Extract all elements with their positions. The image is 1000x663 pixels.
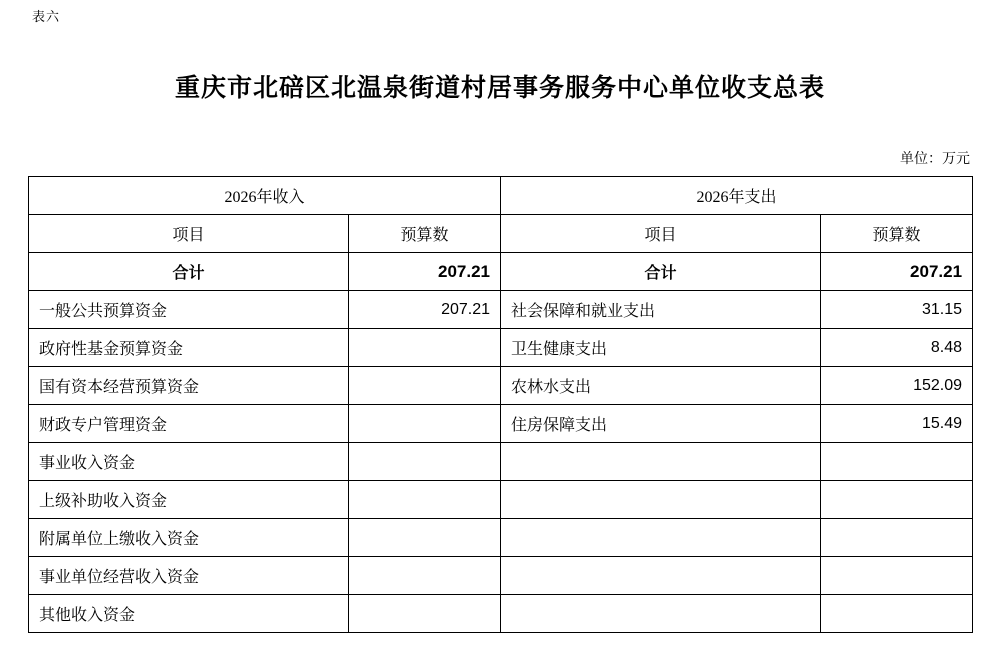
table-row bbox=[29, 291, 973, 329]
income-amount bbox=[349, 367, 501, 405]
expense-item: 住房保障支出 bbox=[501, 405, 821, 443]
expense-item: 社会保障和就业支出 bbox=[501, 291, 821, 329]
expense-amount bbox=[821, 557, 973, 595]
expense-amount bbox=[821, 481, 973, 519]
income-group-header: 2026年收入 bbox=[29, 177, 501, 215]
income-item: 事业收入资金 bbox=[29, 443, 349, 481]
column-header-expense-amount: 预算数 bbox=[821, 215, 973, 253]
total-income-label: 合计 bbox=[29, 253, 349, 291]
unit-note: 单位：万元 bbox=[900, 152, 970, 167]
expense-amount bbox=[821, 595, 973, 633]
expense-item bbox=[501, 557, 821, 595]
sheet-label: 表六 bbox=[32, 9, 61, 24]
income-item: 上级补助收入资金 bbox=[29, 481, 349, 519]
table-row bbox=[29, 367, 973, 405]
income-amount bbox=[349, 481, 501, 519]
column-header-income-item: 项目 bbox=[29, 215, 349, 253]
expense-group-header: 2026年支出 bbox=[501, 177, 973, 215]
income-item: 其他收入资金 bbox=[29, 595, 349, 633]
income-item: 国有资本经营预算资金 bbox=[29, 367, 349, 405]
income-item: 附属单位上缴收入资金 bbox=[29, 519, 349, 557]
expense-item bbox=[501, 595, 821, 633]
table-row bbox=[29, 329, 973, 367]
expense-item bbox=[501, 519, 821, 557]
income-amount bbox=[349, 443, 501, 481]
table-group-header-row bbox=[29, 177, 973, 215]
income-item: 政府性基金预算资金 bbox=[29, 329, 349, 367]
column-header-income-amount: 预算数 bbox=[349, 215, 501, 253]
table-total-row bbox=[29, 253, 973, 291]
income-amount bbox=[349, 329, 501, 367]
total-expense-label: 合计 bbox=[501, 253, 821, 291]
expense-amount: 15.49 bbox=[821, 405, 973, 443]
expense-item: 农林水支出 bbox=[501, 367, 821, 405]
expense-amount: 8.48 bbox=[821, 329, 973, 367]
expense-amount: 152.09 bbox=[821, 367, 973, 405]
expense-amount: 31.15 bbox=[821, 291, 973, 329]
expense-item: 卫生健康支出 bbox=[501, 329, 821, 367]
column-header-expense-item: 项目 bbox=[501, 215, 821, 253]
expense-item bbox=[501, 443, 821, 481]
income-amount bbox=[349, 405, 501, 443]
income-item: 一般公共预算资金 bbox=[29, 291, 349, 329]
page-title: 重庆市北碚区北温泉街道村居事务服务中心单位收支总表 bbox=[174, 75, 825, 102]
income-item: 事业单位经营收入资金 bbox=[29, 557, 349, 595]
income-amount bbox=[349, 519, 501, 557]
table-row bbox=[29, 481, 973, 519]
table-row bbox=[29, 557, 973, 595]
income-amount bbox=[349, 557, 501, 595]
table-column-header-row bbox=[29, 215, 973, 253]
budget-table bbox=[28, 176, 973, 633]
table-row bbox=[29, 443, 973, 481]
table-row bbox=[29, 519, 973, 557]
total-expense-amount: 207.21 bbox=[821, 253, 973, 291]
expense-amount bbox=[821, 443, 973, 481]
income-item: 财政专户管理资金 bbox=[29, 405, 349, 443]
total-income-amount: 207.21 bbox=[349, 253, 501, 291]
table-row bbox=[29, 595, 973, 633]
expense-amount bbox=[821, 519, 973, 557]
income-amount bbox=[349, 595, 501, 633]
income-amount: 207.21 bbox=[349, 291, 501, 329]
table-row bbox=[29, 405, 973, 443]
expense-item bbox=[501, 481, 821, 519]
